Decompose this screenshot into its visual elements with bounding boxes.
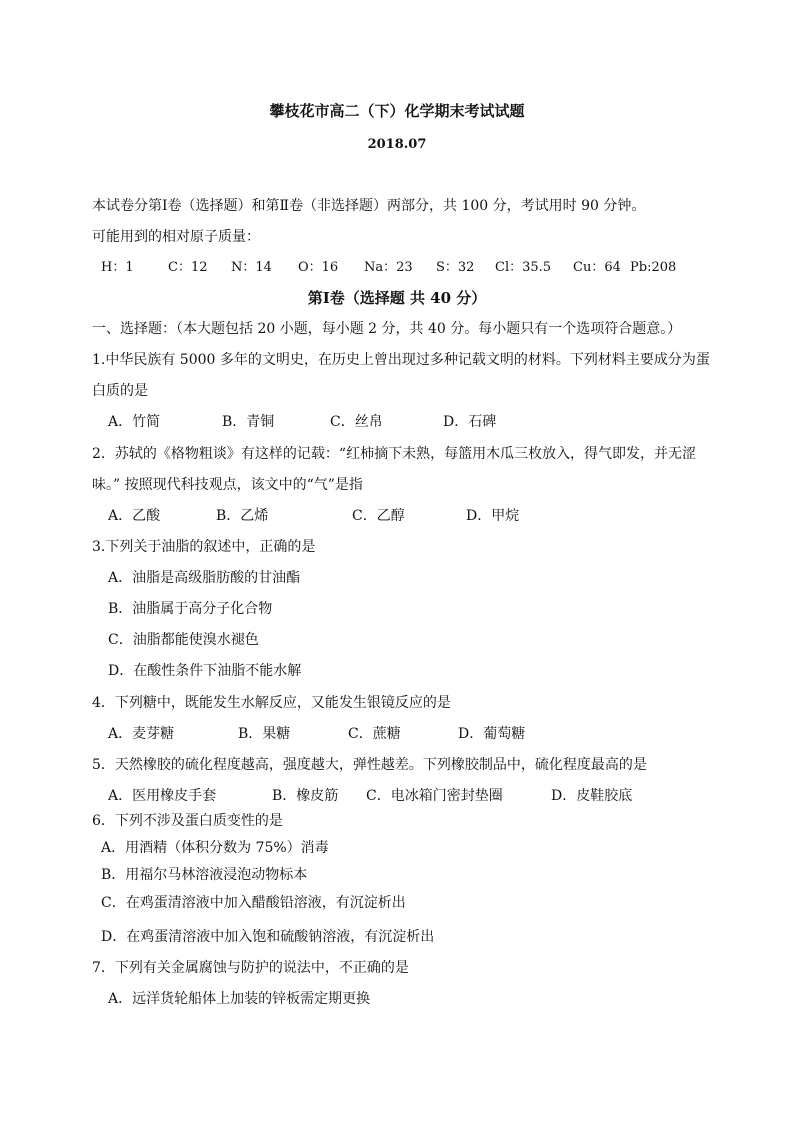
atomic-mass-item: N：14	[231, 260, 272, 275]
option-d: D．皮鞋胶底	[551, 788, 633, 804]
option-c: C．油脂都能使溴水褪色	[108, 632, 259, 648]
option-b: B．果糖	[238, 726, 291, 742]
exam-date: 2018.07	[367, 137, 427, 152]
atomic-mass-item: H：1	[101, 260, 134, 275]
option-c: C．电冰箱门密封垫圈	[366, 788, 503, 804]
intro-line-2: 可能用到的相对原子质量：	[92, 229, 260, 245]
question-stem: 6．下列不涉及蛋白质变性的是	[92, 813, 283, 829]
option-a: A．用酒精（体积分数为 75%）消毒	[101, 840, 329, 856]
question-stem: 4．下列糖中，既能发生水解反应，又能发生银镜反应的是	[92, 695, 451, 711]
question-stem: 1.中华民族有 5000 多年的文明史，在历史上曾出现过多种记载文明的材料。下列材料主要成分为蛋	[92, 352, 710, 368]
question-stem: 5．天然橡胶的硫化程度越高，强度越大，弹性越差。下列橡胶制品中，硫化程度最高的是	[92, 757, 647, 773]
option-a: A．油脂是高级脂肪酸的甘油酯	[108, 570, 301, 586]
question-stem: 7．下列有关金属腐蚀与防护的说法中，不正确的是	[92, 960, 409, 976]
question-stem: 2．苏轼的《格物粗谈》有这样的记载：“红柿摘下未熟，每篮用木瓜三枚放入，得气即发，并无涩	[92, 446, 697, 462]
option-a: A．医用橡皮手套	[108, 788, 217, 804]
option-b: B．橡皮筋	[272, 788, 339, 804]
question-stem: 白质的是	[92, 383, 148, 399]
atomic-mass-item: S：32	[436, 260, 475, 275]
option-d: D．甲烷	[466, 508, 520, 524]
atomic-mass-item: O：16	[298, 260, 339, 275]
option-b: B．青铜	[222, 414, 275, 430]
section-heading: 第Ⅰ卷（选择题 共 40 分）	[307, 289, 487, 307]
option-a: A．竹简	[108, 414, 161, 430]
atomic-mass-item: Cu：64	[573, 260, 621, 275]
option-a: A．乙酸	[108, 508, 161, 524]
option-d: D．葡萄糖	[458, 726, 526, 742]
intro-line-1: 本试卷分第Ⅰ卷（选择题）和第Ⅱ卷（非选择题）两部分，共 100 分，考试用时 90 分钟。	[92, 198, 646, 214]
option-c: C．在鸡蛋清溶液中加入醋酸铅溶液，有沉淀析出	[101, 895, 406, 911]
atomic-mass-item: Na：23	[364, 260, 413, 275]
option-c: C．乙醇	[352, 508, 405, 524]
exam-title: 攀枝花市高二（下）化学期末考试试题	[269, 102, 525, 120]
question-stem: 味。” 按照现代科技观点，该文中的“气”是指	[92, 477, 363, 493]
option-c: C．蔗糖	[348, 726, 401, 742]
option-b: B．用福尔马林溶液浸泡动物标本	[101, 867, 308, 883]
option-b: B．乙烯	[216, 508, 269, 524]
atomic-mass-item: C：12	[168, 260, 208, 275]
question-stem: 3.下列关于油脂的叙述中，正确的是	[92, 539, 316, 555]
atomic-mass-item: Pb:208	[630, 260, 677, 275]
section-instruction: 一、选择题：（本大题包括 20 小题，每小题 2 分，共 40 分。每小题只有一个选项符合题意。）	[92, 321, 682, 337]
option-a: A．远洋货轮船体上加装的锌板需定期更换	[108, 991, 371, 1007]
option-b: B．油脂属于高分子化合物	[108, 601, 273, 617]
option-d: D．在鸡蛋清溶液中加入饱和硫酸钠溶液，有沉淀析出	[101, 929, 435, 945]
atomic-mass-item: Cl：35.5	[495, 260, 552, 275]
option-d: D．石碑	[443, 414, 497, 430]
option-d: D．在酸性条件下油脂不能水解	[108, 663, 302, 679]
option-c: C．丝帛	[330, 414, 383, 430]
option-a: A．麦芽糖	[108, 726, 175, 742]
